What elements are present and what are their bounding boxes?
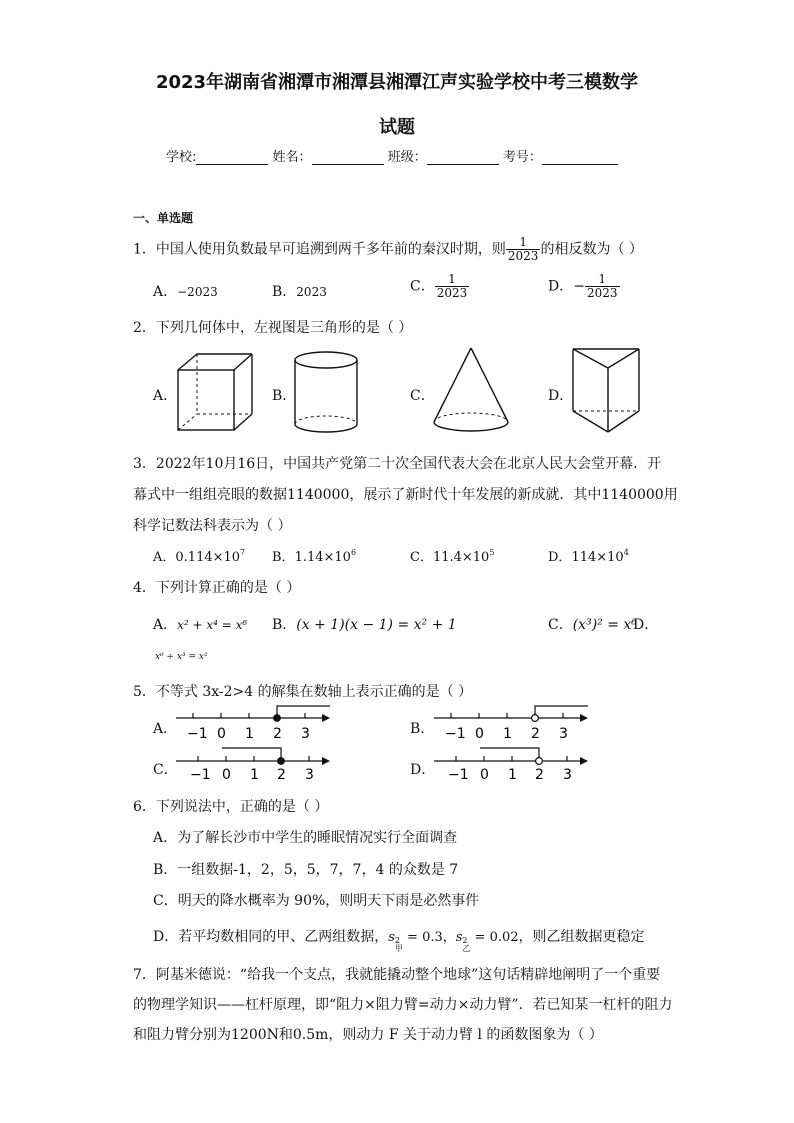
option-label: C． — [410, 278, 435, 295]
q3-option-d[interactable] — [548, 546, 629, 565]
tick-label: 2 — [531, 726, 540, 742]
q3-option-c[interactable] — [410, 546, 494, 565]
q4-option-b[interactable] — [272, 614, 457, 634]
frac-num: 1 — [448, 272, 456, 286]
tick-label: 0 — [480, 767, 489, 783]
tick-label: 1 — [245, 726, 254, 742]
option-fraction — [435, 273, 470, 300]
q1-option-d[interactable] — [548, 273, 620, 300]
closed-dot — [274, 715, 281, 722]
q2-option-a-label: A． — [153, 388, 178, 404]
question-3-line1: 3．2022年10月16日，中国共产党第二十次全国代表大会在北京人民大会堂开幕．开 — [133, 456, 662, 472]
cube-figure[interactable] — [175, 352, 255, 434]
frac-den: 2023 — [436, 286, 468, 300]
option-value: 0.114×10 — [175, 550, 241, 565]
variance-value: = 0.3， — [402, 930, 456, 945]
open-dot — [532, 715, 539, 722]
page-title: 2023年湖南省湘潭市湘潭县湘潭江声实验学校中考三模数学 — [155, 72, 639, 93]
q6-option-c[interactable]: C．明天的降水概率为 90%，则明天下雨是必然事件 — [153, 893, 480, 909]
q1-frac-num: 1 — [519, 235, 527, 249]
tick-label: 3 — [563, 767, 572, 783]
tick-label: −1 — [190, 767, 211, 783]
option-text: ，则乙组数据更稳定 — [518, 929, 645, 945]
variance-value: = 0.02 — [470, 930, 519, 945]
option-label: A． — [153, 617, 178, 633]
q3-option-b[interactable] — [272, 546, 356, 565]
tick-label: 3 — [305, 767, 314, 783]
variance-sub: 乙 — [462, 944, 471, 953]
question-2: 2．下列几何体中，左视图是三角形的是（ ） — [133, 320, 413, 336]
variance-sup: 2 — [394, 936, 400, 945]
option-value: 114×10 — [571, 550, 624, 565]
option-label: B． — [272, 617, 297, 633]
q6-option-a[interactable]: A．为了解长沙市中学生的睡眠情况实行全面调查 — [153, 830, 458, 846]
variance-sub: 甲 — [394, 944, 403, 953]
class-label: 班级： — [387, 150, 427, 165]
page-title-line2: 试题 — [379, 117, 415, 138]
cone-figure[interactable] — [431, 346, 511, 436]
question-6: 6．下列说法中，正确的是（ ） — [133, 799, 329, 815]
q5-option-c-label: C． — [153, 762, 178, 778]
q5-option-b-label: B． — [410, 721, 435, 737]
option-label: A． — [153, 284, 178, 300]
exponent: 6 — [350, 548, 357, 557]
q5-option-a-label: A． — [153, 721, 178, 737]
frac-den: 2023 — [586, 286, 618, 300]
q2-option-d-label: D． — [548, 388, 574, 404]
question-7-line2: 的物理学知识——杠杆原理，即“阻力×阻力臂=动力×动力臂”．若已知某一杠杆的阻力 — [133, 997, 673, 1013]
option-label: C． — [548, 617, 573, 633]
q4-option-d-label: D． — [633, 617, 659, 633]
q2-option-c-label: C． — [410, 388, 435, 404]
tick-label: 1 — [503, 726, 512, 742]
tick-label: 2 — [273, 726, 282, 742]
number-label: 考号： — [502, 150, 542, 165]
number-blank[interactable] — [542, 150, 618, 165]
cylinder-figure[interactable] — [292, 350, 360, 436]
variance-symbol: s — [388, 930, 395, 945]
option-label: D． — [548, 550, 572, 565]
arrow-icon — [580, 757, 588, 765]
option-value: 1.14×10 — [294, 550, 351, 565]
minus-sign: − — [573, 278, 585, 295]
option-value: −2023 — [177, 285, 218, 299]
name-label: 姓名： — [272, 150, 312, 165]
question-4: 4．下列计算正确的是（ ） — [133, 580, 301, 596]
number-line-c[interactable] — [170, 743, 336, 783]
q1-option-a[interactable] — [153, 281, 218, 301]
variance-symbol: s — [455, 930, 463, 945]
option-label: D． — [548, 278, 574, 295]
variance-sup: 2 — [462, 936, 468, 945]
exponent: 4 — [623, 548, 629, 557]
tick-label: 1 — [250, 767, 259, 783]
tick-label: 0 — [222, 767, 231, 783]
tick-label: 3 — [559, 726, 568, 742]
question-5: 5．不等式 3x-2>4 的解集在数轴上表示正确的是（ ） — [133, 684, 473, 700]
option-label: B． — [272, 284, 297, 300]
q4-option-c[interactable] — [548, 614, 637, 634]
tick-label: 1 — [508, 767, 517, 783]
q1-option-b[interactable] — [272, 281, 327, 301]
closed-dot — [278, 758, 285, 765]
q6-option-d[interactable] — [153, 926, 645, 953]
q1-text: 1．中国人使用负数最早可追溯到两千多年前的秦汉时期，则 — [133, 241, 506, 258]
q1-fraction — [506, 236, 541, 263]
tick-label: 3 — [301, 726, 310, 742]
frac-num: 1 — [598, 272, 607, 286]
option-label: A． — [153, 550, 176, 565]
tick-label: −1 — [448, 767, 469, 783]
class-blank[interactable] — [427, 150, 499, 165]
q1-text-end: 的相反数为（ ） — [540, 241, 643, 258]
question-1 — [133, 236, 643, 263]
option-label: C． — [410, 550, 433, 565]
triangular-prism-figure[interactable] — [570, 346, 642, 438]
name-blank[interactable] — [312, 150, 384, 165]
option-value: 2023 — [296, 285, 327, 299]
q1-frac-den: 2023 — [507, 249, 539, 263]
option-value: (x + 1)(x − 1) = x² + 1 — [296, 617, 457, 633]
variance-indices — [395, 937, 403, 953]
q2-option-b-label: B． — [272, 388, 297, 404]
tick-label: 0 — [217, 726, 226, 742]
tick-label: −1 — [187, 726, 208, 742]
question-7-line3: 和阻力臂分别为1200N和0.5m，则动力 F 关于动力臂 l 的函数图象为（ ） — [133, 1027, 603, 1043]
q3-option-a[interactable] — [153, 546, 245, 565]
arrow-icon — [322, 757, 330, 765]
option-value: 11.4×10 — [432, 550, 490, 565]
school-label: 学校: — [166, 150, 197, 165]
school-blank[interactable] — [196, 150, 268, 165]
tick-label: 2 — [277, 767, 286, 783]
q6-option-b[interactable]: B．一组数据-1，2，5，5，7，7，4 的众数是 7 — [153, 862, 459, 878]
arrow-icon — [580, 714, 588, 722]
number-line-d[interactable] — [428, 743, 594, 783]
exponent: 5 — [489, 548, 495, 557]
question-3-line2: 幕式中一组组亮眼的数据1140000，展示了新时代十年发展的新成就．其中1140000用 — [133, 487, 678, 503]
option-fraction — [585, 273, 620, 300]
tick-label: 2 — [535, 767, 544, 783]
number-line-a[interactable] — [170, 702, 336, 742]
q4-option-a[interactable] — [153, 614, 247, 634]
student-info-row — [166, 146, 618, 165]
section-title: 一、单选题 — [133, 211, 194, 225]
arrow-icon — [322, 714, 330, 722]
q1-option-c[interactable] — [410, 273, 469, 300]
option-value: x² + x⁴ = x⁶ — [177, 618, 248, 632]
open-dot — [536, 758, 543, 765]
exponent: 7 — [240, 548, 246, 557]
question-7-line1: 7．阿基米德说：“给我一个支点，我就能撬动整个地球”这句话精辟地阐明了一个重要 — [133, 967, 661, 983]
option-label: B． — [272, 550, 295, 565]
number-line-b[interactable] — [428, 702, 594, 742]
option-text: D．若平均数相同的甲、乙两组数据， — [153, 929, 389, 945]
q5-option-d-label: D． — [410, 762, 436, 778]
option-value: (x³)² = x⁶ — [572, 617, 637, 633]
q4-option-d[interactable]: x⁶ ÷ x³ = x² — [155, 652, 208, 662]
tick-label: 0 — [475, 726, 484, 742]
question-3-line3: 科学记数法科表示为（ ） — [133, 518, 292, 534]
tick-label: −1 — [445, 726, 466, 742]
